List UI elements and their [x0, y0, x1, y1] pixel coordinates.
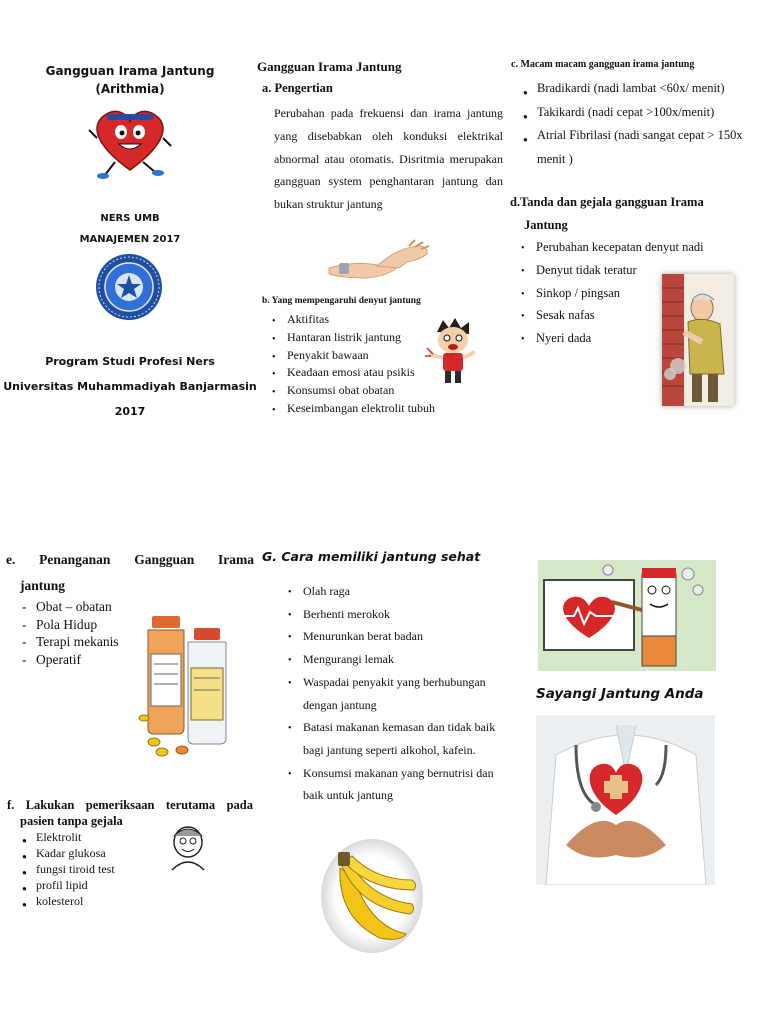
ners-block — [20, 208, 240, 250]
running-heart-mascot-icon — [85, 100, 175, 180]
list-item: • Penyakit bawaan — [287, 347, 435, 365]
section-f-list — [36, 829, 115, 909]
list-item: • Nyeri dada — [536, 327, 704, 350]
list-item: - Obat – obatan — [36, 598, 119, 616]
list-item: ● Atrial Fibrilasi (nadi sangat cepat > 150x menit ) — [537, 124, 759, 171]
list-item: ● Takikardi (nadi cepat >100x/menit) — [537, 101, 759, 125]
section-e-list — [36, 598, 119, 668]
list-item: ● Bradikardi (nadi lambat <60x/ menit) — [537, 77, 759, 101]
sayangi-jantung-heading: Sayangi Jantung Anda — [536, 686, 704, 702]
section-f-title-line2: pasien tanpa gejala — [20, 814, 123, 828]
section-e-title-line2: jantung — [20, 578, 66, 593]
pulse-check-hands-icon — [327, 238, 433, 283]
list-item: - Terapi mekanis — [36, 633, 119, 651]
list-item: • Aktifitas — [287, 311, 435, 329]
list-item: • Perubahan kecepatan denyut nadi — [536, 236, 704, 259]
institution-block — [0, 349, 260, 424]
list-item: - Pola Hidup — [36, 616, 119, 634]
section-d-title-line1: d.Tanda dan gejala gangguan Irama — [510, 195, 704, 209]
list-item: • Menurunkan berat badan — [303, 625, 503, 648]
section-g-title: G. Cara memiliki jantung sehat — [262, 549, 481, 564]
university-label: Universitas Muhammadiyah Banjarmasin — [3, 380, 257, 393]
cigarette-vs-heart-cartoon-icon — [538, 560, 716, 671]
medicine-bottles-icon — [138, 610, 238, 760]
section-e-title-line1: e. Penanganan Gangguan Irama — [6, 552, 254, 567]
doctor-cartoon-icon — [166, 822, 210, 872]
year-label: 2017 — [114, 405, 146, 418]
manajemen-label: MANAJEMEN 2017 — [79, 234, 181, 245]
list-item: ● kolesterol — [36, 893, 115, 909]
section-f-title — [7, 797, 253, 829]
title-line-2: (Arithmia) — [95, 82, 165, 96]
list-item: • Sinkop / pingsan — [536, 282, 704, 305]
section-a-title: a. Pengertian — [262, 81, 333, 95]
list-item: • Keseimbangan elektrolit tubuh — [287, 400, 435, 418]
section-f-title-line1: f. Lakukan pemeriksaan terutama pada — [7, 798, 253, 812]
brochure-title — [20, 62, 240, 98]
section-b-list — [287, 311, 435, 418]
section-a-text: Perubahan pada frekuensi dan irama jantung yang disebabkan oleh konduksi elektrikal abnormal atau otomatis. Disritmia merupakan gangguan system penghantaran jantung dan bukan struktur jantung — [274, 106, 503, 212]
section-e-title — [6, 547, 254, 599]
section-c-list — [537, 77, 759, 171]
list-item: • Berhenti merokok — [303, 603, 503, 626]
list-item: - Operatif — [36, 651, 119, 669]
list-item: • Batasi makanan kemasan dan tidak baik bagi jantung seperti alkohol, kafein. — [303, 716, 503, 761]
list-item: • Konsumsi makanan yang bernutrisi dan baik untuk jantung — [303, 762, 503, 807]
list-item: • Konsumsi obat obatan — [287, 382, 435, 400]
section-c-title: c. Macam macam gangguan irama jantung — [511, 59, 695, 70]
chest-pain-man-illustration-icon — [662, 274, 734, 406]
list-item: ● profil lipid — [36, 877, 115, 893]
section-d-title — [510, 191, 704, 237]
shocked-boy-cartoon-icon — [425, 318, 480, 386]
section-b-title: b. Yang mempengaruhi denyut jantung — [262, 296, 421, 306]
list-item: • Denyut tidak teratur — [536, 259, 704, 282]
section-d-title-line2: Jantung — [524, 218, 568, 232]
list-item: • Sesak nafas — [536, 304, 704, 327]
list-item: • Mengurangi lemak — [303, 648, 503, 671]
doctor-holding-heart-image-icon — [536, 715, 715, 885]
university-logo-icon — [95, 253, 163, 321]
list-item: ● Elektrolit — [36, 829, 115, 845]
list-item: ● Kadar glukosa — [36, 845, 115, 861]
list-item: • Waspadai penyakit yang berhubungan dengan jantung — [303, 671, 503, 716]
list-item: • Olah raga — [303, 580, 503, 603]
list-item: • Hantaran listrik jantung — [287, 329, 435, 347]
ners-label: NERS UMB — [100, 213, 160, 224]
list-item: ● fungsi tiroid test — [36, 861, 115, 877]
list-item: • Keadaan emosi atau psikis — [287, 364, 435, 382]
program-label: Program Studi Profesi Ners — [45, 355, 215, 368]
section-g-list — [303, 580, 503, 807]
bananas-image-icon — [320, 838, 424, 954]
title-line-1: Gangguan Irama Jantung — [45, 64, 215, 78]
section-heading: Gangguan Irama Jantung — [257, 59, 402, 74]
